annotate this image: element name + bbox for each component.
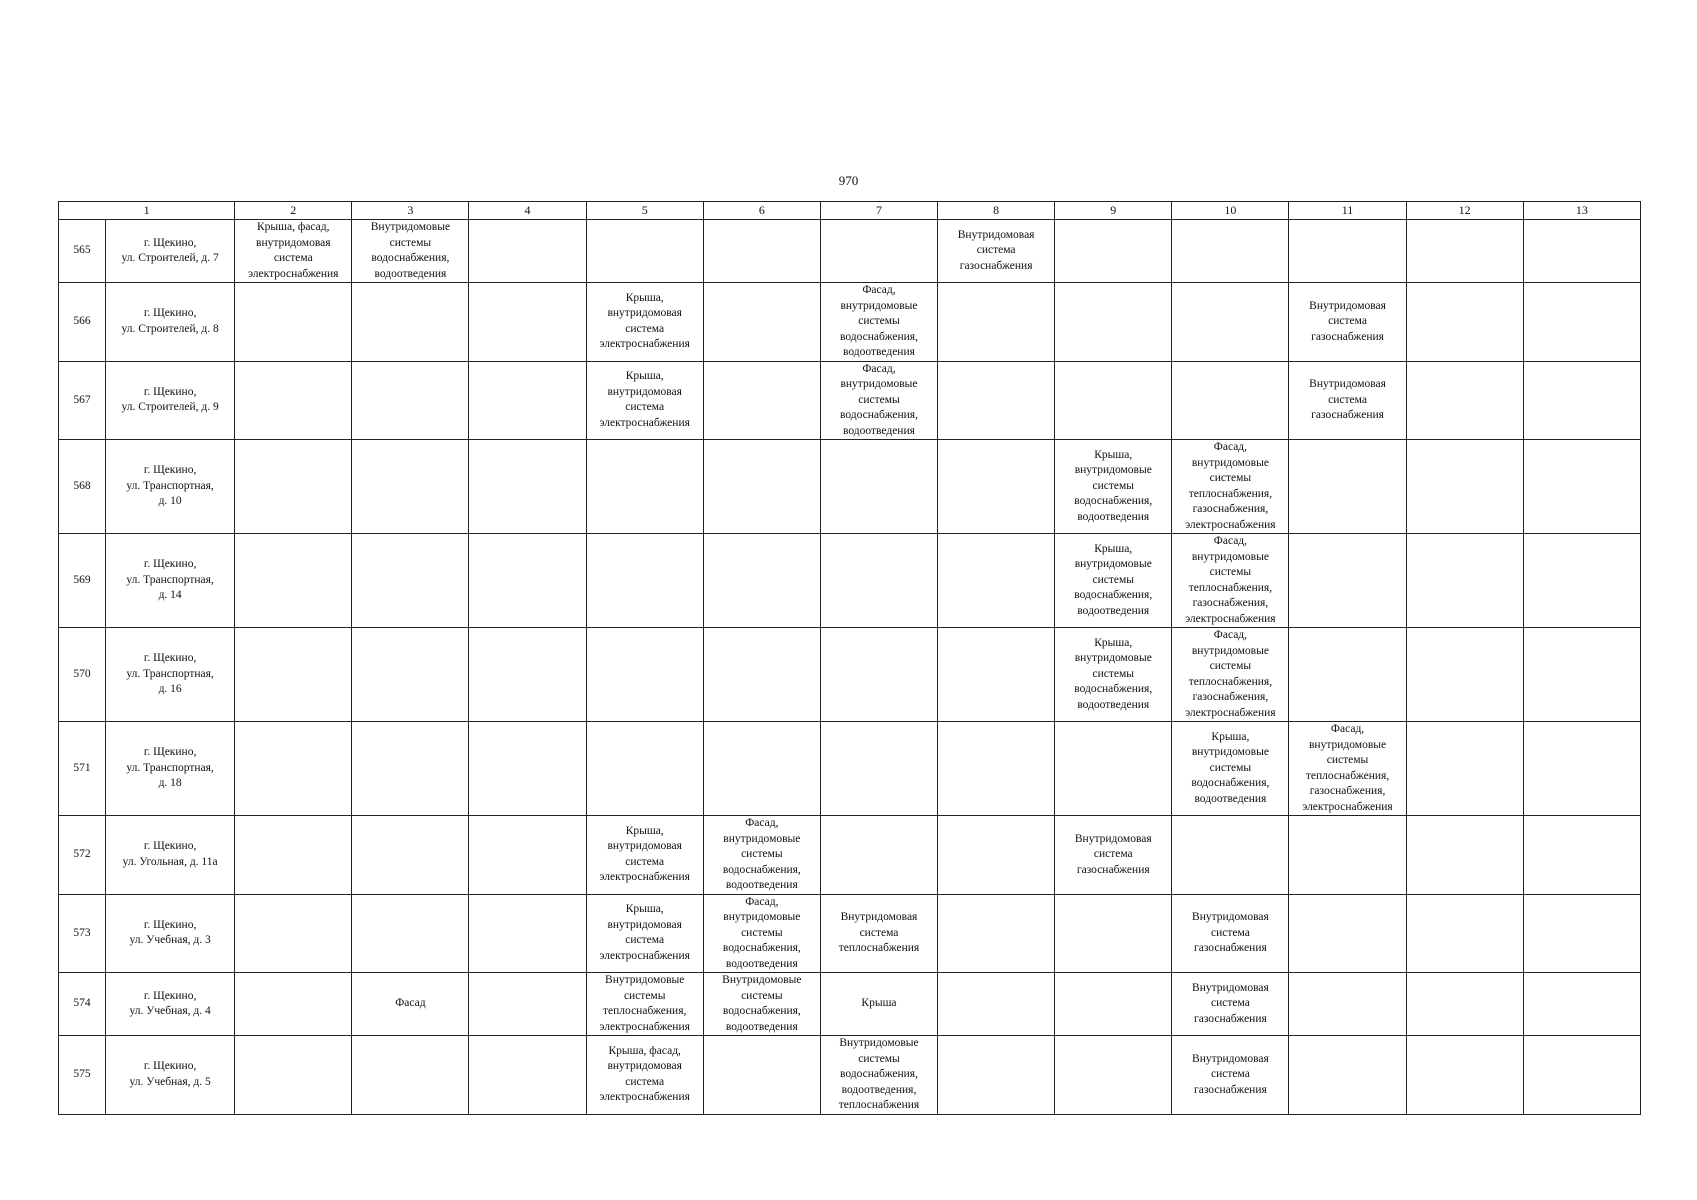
address-cell: г. Щекино, ул. Транспортная, д. 16 (106, 628, 235, 722)
work-cell: Фасад, внутридомовые системы теплоснабжения, газоснабжения, электроснабжения (1172, 534, 1289, 628)
column-header: 3 (352, 202, 469, 220)
work-cell: Крыша, внутридомовые системы водоснабжения, водоотведения (1055, 628, 1172, 722)
work-cell (352, 628, 469, 722)
work-cell: Фасад, внутридомовые системы водоснабжения, водоотведения (703, 816, 820, 895)
work-cell (352, 534, 469, 628)
work-cell (703, 722, 820, 816)
work-cell: Внутридомовая система газоснабжения (1055, 816, 1172, 895)
work-cell (469, 973, 586, 1036)
address-cell: г. Щекино, ул. Угольная, д. 11а (106, 816, 235, 895)
work-cell (469, 722, 586, 816)
column-header: 4 (469, 202, 586, 220)
work-cell (1055, 1036, 1172, 1115)
work-cell (1523, 894, 1640, 973)
work-cell (586, 628, 703, 722)
work-cell (1055, 722, 1172, 816)
work-cell (703, 361, 820, 440)
row-number-cell: 566 (59, 283, 106, 362)
column-header: 12 (1406, 202, 1523, 220)
work-cell (352, 722, 469, 816)
row-number-cell: 575 (59, 1036, 106, 1115)
work-cell (469, 1036, 586, 1115)
work-cell (1406, 628, 1523, 722)
work-cell: Крыша, внутридомовые системы водоснабжения, водоотведения (1055, 534, 1172, 628)
table-row (59, 1036, 1641, 1115)
work-cell (1406, 816, 1523, 895)
work-cell (235, 283, 352, 362)
row-number-cell: 567 (59, 361, 106, 440)
work-cell (352, 361, 469, 440)
work-cell: Крыша, внутридомовая система электроснабжения (586, 894, 703, 973)
work-cell: Внутридомовая система газоснабжения (1172, 1036, 1289, 1115)
table-row (59, 628, 1641, 722)
work-cell: Фасад, внутридомовые системы водоснабжения, водоотведения (820, 361, 937, 440)
work-cell (820, 628, 937, 722)
work-cell (703, 283, 820, 362)
work-cell (703, 220, 820, 283)
address-cell: г. Щекино, ул. Транспортная, д. 14 (106, 534, 235, 628)
work-cell (1523, 973, 1640, 1036)
column-header: 8 (938, 202, 1055, 220)
work-cell (1406, 1036, 1523, 1115)
column-header: 7 (820, 202, 937, 220)
work-cell (469, 220, 586, 283)
work-cell: Внутридомовые системы теплоснабжения, электроснабжения (586, 973, 703, 1036)
work-cell (820, 722, 937, 816)
address-cell: г. Щекино, ул. Строителей, д. 8 (106, 283, 235, 362)
work-cell (352, 816, 469, 895)
work-cell (469, 894, 586, 973)
work-cell: Крыша, внутридомовая система электроснабжения (586, 283, 703, 362)
work-cell (352, 283, 469, 362)
row-number-cell: 569 (59, 534, 106, 628)
work-cell (1289, 894, 1406, 973)
work-cell (1523, 816, 1640, 895)
row-number-cell: 568 (59, 440, 106, 534)
column-header: 2 (235, 202, 352, 220)
work-cell: Внутридомовая система газоснабжения (1172, 894, 1289, 973)
work-cell (586, 534, 703, 628)
work-cell (1523, 628, 1640, 722)
work-cell: Крыша, внутридомовая система электроснабжения (586, 816, 703, 895)
work-cell (1406, 894, 1523, 973)
work-cell (1523, 361, 1640, 440)
work-cell (1289, 973, 1406, 1036)
table-row (59, 973, 1641, 1036)
table-row (59, 722, 1641, 816)
work-cell (938, 973, 1055, 1036)
address-cell: г. Щекино, ул. Учебная, д. 5 (106, 1036, 235, 1115)
work-cell: Фасад, внутридомовые системы водоснабжения, водоотведения (703, 894, 820, 973)
work-cell (938, 534, 1055, 628)
row-number-cell: 571 (59, 722, 106, 816)
work-cell (1172, 816, 1289, 895)
column-header: 11 (1289, 202, 1406, 220)
work-cell: Фасад, внутридомовые системы водоснабжения, водоотведения (820, 283, 937, 362)
work-cell (352, 1036, 469, 1115)
work-cell (469, 816, 586, 895)
work-cell (820, 440, 937, 534)
work-cell (938, 816, 1055, 895)
work-cell: Внутридомовая система газоснабжения (1289, 361, 1406, 440)
work-cell (1523, 722, 1640, 816)
column-header: 10 (1172, 202, 1289, 220)
work-cell (469, 283, 586, 362)
address-cell: г. Щекино, ул. Учебная, д. 4 (106, 973, 235, 1036)
work-cell (1406, 973, 1523, 1036)
column-header: 6 (703, 202, 820, 220)
work-cell (1055, 220, 1172, 283)
work-cell (235, 894, 352, 973)
work-cell: Фасад, внутридомовые системы теплоснабжения, газоснабжения, электроснабжения (1172, 440, 1289, 534)
work-cell (235, 534, 352, 628)
work-cell: Фасад, внутридомовые системы теплоснабжения, газоснабжения, электроснабжения (1172, 628, 1289, 722)
work-cell (1406, 283, 1523, 362)
column-header: 13 (1523, 202, 1640, 220)
work-cell (703, 628, 820, 722)
work-cell (1406, 440, 1523, 534)
row-number-cell: 574 (59, 973, 106, 1036)
work-cell (938, 361, 1055, 440)
work-cell (235, 816, 352, 895)
work-cell (938, 1036, 1055, 1115)
table-row (59, 534, 1641, 628)
work-cell (586, 220, 703, 283)
row-number-cell: 572 (59, 816, 106, 895)
page-number: 970 (838, 173, 859, 188)
work-cell (1406, 534, 1523, 628)
column-header: 1 (59, 202, 235, 220)
work-cell (469, 628, 586, 722)
work-cell (938, 722, 1055, 816)
work-cell: Крыша, фасад, внутридомовая система электроснабжения (586, 1036, 703, 1115)
work-cell (1289, 816, 1406, 895)
work-cell (1055, 361, 1172, 440)
column-header: 5 (586, 202, 703, 220)
work-cell: Внутридомовая система газоснабжения (1289, 283, 1406, 362)
work-cell: Фасад, внутридомовые системы теплоснабжения, газоснабжения, электроснабжения (1289, 722, 1406, 816)
work-cell (235, 361, 352, 440)
work-cell (235, 722, 352, 816)
work-cell (1289, 440, 1406, 534)
row-number-cell: 573 (59, 894, 106, 973)
work-cell (1172, 283, 1289, 362)
work-cell (1523, 220, 1640, 283)
work-cell (703, 440, 820, 534)
work-cell (1289, 628, 1406, 722)
work-cell (235, 440, 352, 534)
work-cell (1523, 440, 1640, 534)
address-cell: г. Щекино, ул. Транспортная, д. 18 (106, 722, 235, 816)
column-header: 9 (1055, 202, 1172, 220)
address-cell: г. Щекино, ул. Учебная, д. 3 (106, 894, 235, 973)
work-cell (1055, 283, 1172, 362)
row-number-cell: 565 (59, 220, 106, 283)
work-cell (235, 1036, 352, 1115)
work-cell (703, 1036, 820, 1115)
work-cell (938, 440, 1055, 534)
work-cell (1523, 1036, 1640, 1115)
work-cell (938, 894, 1055, 973)
work-cell (586, 440, 703, 534)
table-row (59, 283, 1641, 362)
work-cell (235, 628, 352, 722)
work-cell: Внутридомовые системы водоснабжения, водоотведения, теплоснабжения (820, 1036, 937, 1115)
work-cell (586, 722, 703, 816)
work-cell: Крыша (820, 973, 937, 1036)
work-cell (1172, 361, 1289, 440)
work-cell (820, 816, 937, 895)
work-cell (1406, 361, 1523, 440)
work-cell (1055, 973, 1172, 1036)
address-cell: г. Щекино, ул. Транспортная, д. 10 (106, 440, 235, 534)
work-cell: Внутридомовая система газоснабжения (938, 220, 1055, 283)
work-cell: Крыша, фасад, внутридомовая система электроснабжения (235, 220, 352, 283)
work-cell (1289, 534, 1406, 628)
schedule-table (58, 201, 1641, 1115)
work-cell (938, 283, 1055, 362)
table-row (59, 816, 1641, 895)
work-cell (1172, 220, 1289, 283)
work-cell (1523, 283, 1640, 362)
work-cell (1523, 534, 1640, 628)
table-row (59, 440, 1641, 534)
table-row (59, 894, 1641, 973)
work-cell (820, 220, 937, 283)
work-cell (352, 440, 469, 534)
table-body (59, 220, 1641, 1115)
work-cell (1406, 722, 1523, 816)
work-cell: Фасад (352, 973, 469, 1036)
work-cell (235, 973, 352, 1036)
work-cell (703, 534, 820, 628)
work-cell (1406, 220, 1523, 283)
work-cell (352, 894, 469, 973)
table-row (59, 361, 1641, 440)
work-cell: Внутридомовая система теплоснабжения (820, 894, 937, 973)
work-cell (469, 440, 586, 534)
work-cell: Крыша, внутридомовые системы водоснабжения, водоотведения (1055, 440, 1172, 534)
row-number-cell: 570 (59, 628, 106, 722)
work-cell (469, 534, 586, 628)
work-cell (938, 628, 1055, 722)
work-cell (469, 361, 586, 440)
address-cell: г. Щекино, ул. Строителей, д. 9 (106, 361, 235, 440)
header-row (59, 202, 1641, 220)
work-cell: Внутридомовые системы водоснабжения, водоотведения (352, 220, 469, 283)
work-cell (1055, 894, 1172, 973)
address-cell: г. Щекино, ул. Строителей, д. 7 (106, 220, 235, 283)
table-row (59, 220, 1641, 283)
work-cell: Внутридомовая система газоснабжения (1172, 973, 1289, 1036)
work-cell (820, 534, 937, 628)
work-cell: Крыша, внутридомовая система электроснабжения (586, 361, 703, 440)
work-cell (1289, 220, 1406, 283)
work-cell (1289, 1036, 1406, 1115)
work-cell: Крыша, внутридомовые системы водоснабжения, водоотведения (1172, 722, 1289, 816)
work-cell: Внутридомовые системы водоснабжения, водоотведения (703, 973, 820, 1036)
